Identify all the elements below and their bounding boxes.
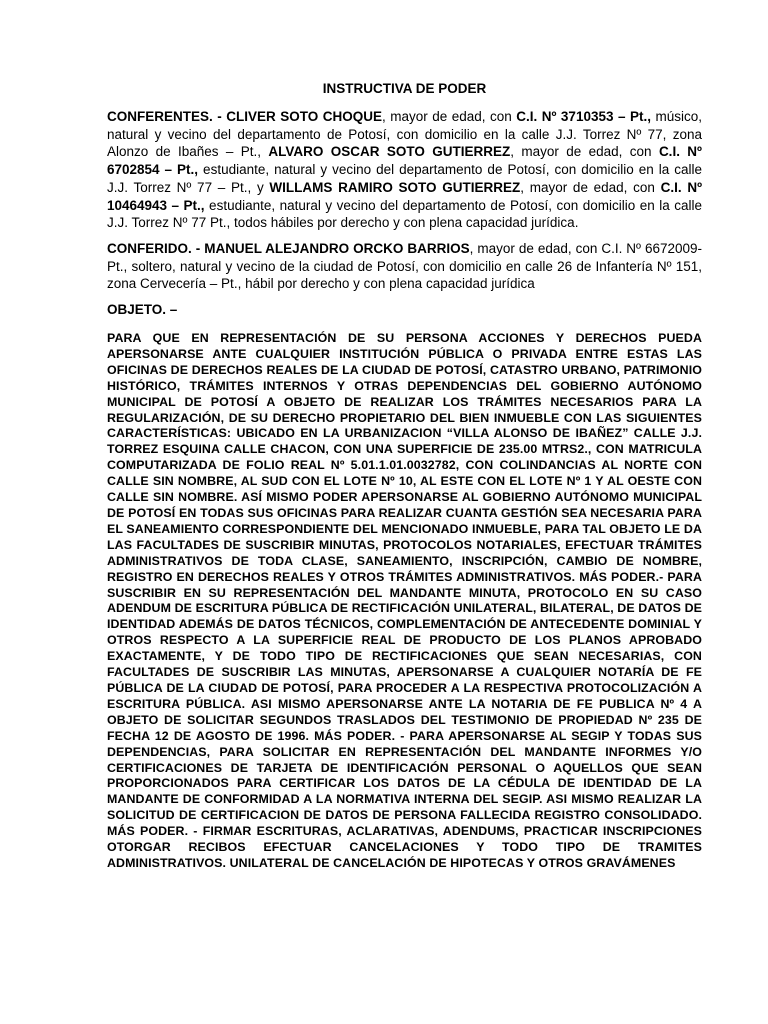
objeto-body: PARA QUE EN REPRESENTACIÓN DE SU PERSONA ACCIONES Y DERECHOS PUEDA APERSONARSE ANTE CUALQUIER INSTITUCIÓN PÚBLICA O PRIVADA ENTRE ESTAS LAS OFICINAS DE DERECHOS REALES DE LA CIUDAD DE POTOSÍ, CATASTRO URBANO, PATRIMONIO HISTÓRICO, TRÁMITES INTERNOS Y OTRAS DEPENDENCIAS DEL GOBIERNO AUTÓNOMO MUNICIPAL DE POTOSÍ A OBJETO DE REALIZAR LOS TRÁMITES NECESARIOS PARA LA REGULARIZACIÓN, DE SU DERECHO PROPIETARIO DEL BIEN INMUEBLE CON LAS SIGUIENTES CARACTERÍSTICAS: UBICADO EN LA URBANIZACION “VILLA ALONSO DE IBAÑEZ” CALLE J.J. TORREZ ESQUINA CALLE CHACON, CON UNA SUPERFICIE DE 235.00 MTRS2., CON MATRICULA COMPUTARIZADA DE FOLIO REAL Nº 5.01.1.01.0032782, CON COLINDANCIAS AL NORTE CON CALLE SIN NOMBRE, AL SUD CON EL LOTE Nº 10, AL ESTE CON EL LOTE Nº 1 Y AL OESTE CON CALLE SIN NOMBRE. ASÍ MISMO PODER APERSONARSE AL GOBIERNO AUTÓNOMO MUNICIPAL DE POTOSÍ EN TODAS SUS OFICINAS PARA REALIZAR CUANTA GESTIÓN SEA NECESARIA PARA EL SANEAMIENTO CORRESPONDIENTE DEL MENCIONADO INMUEBLE, PARA TAL OBJETO LE DA LAS FACULTADES DE SUSCRIBIR MINUTAS, PROTOCOLOS NOTARIALES, EFECTUAR TRÁMITES ADMINISTRATIVOS DE TODA CLASE, SANEAMIENTO, INSCRIPCIÓN, CAMBIO DE NOMBRE, REGISTRO EN DERECHOS REALES Y OTROS TRÁMITES ADMINISTRATIVOS. MÁS PODER.- PARA SUSCRIBIR EN SU REPRESENTACIÓN DEL MANDANTE MINUTA, PROTOCOLO EN SU CASO ADENDUM DE ESCRITURA PÚBLICA DE RECTIFICACIÓN UNILATERAL, BILATERAL, DE DATOS DE IDENTIDAD ADEMÁS DE DATOS TÉCNICOS, COMPLEMENTACIÓN DE ANTECEDENTE DOMINIAL Y OTROS RESPECTO A LA SUPERFICIE REAL DE PRODUCTO DE LOS PLANOS APROBADO EXACTAMENTE, Y DE TODO TIPO DE RECTIFICACIONES QUE SEAN NECESARIAS, CON FACULTADES DE SUSCRIBIR LAS MINUTAS, APERSONARSE A CUALQUIER NOTARÍA DE FE PÚBLICA DE LA CIUDAD DE POTOSÍ, PARA PROCEDER A LA RESPECTIVA PROTOCOLIZACIÓN A ESCRITURA PÚBLICA. ASI MISMO APERSONARSE ANTE LA NOTARIA DE FE PUBLICA Nº 4 A OBJETO DE SOLICITAR SEGUNDOS TRASLADOS DEL TESTIMONIO DE PROPIEDAD Nº 235 DE FECHA 12 DE AGOSTO DE 1996. MÁS PODER. - PARA APERSONARSE AL SEGIP Y TODAS SUS DEPENDENCIAS, PARA SOLICITAR EN REPRESENTACIÓN DEL MANDANTE INFORMES Y/O CERTIFICACIONES DE TARJETA DE IDENTIFICACIÓN PERSONAL O AQUELLOS QUE SEAN PROPORCIONADOS PARA CERTIFICAR LOS DATOS DE LA CÉDULA DE IDENTIDAD DE LA MANDANTE DE CONFORMIDAD A LA NORMATIVA INTERNA DEL SEGIP. ASI MISMO REALIZAR LA SOLICITUD DE CERTIFICACION DE DATOS DE PERSONA FALLECIDA REGISTRO CONSOLIDADO. MÁS PODER. - FIRMAR ESCRITURAS, ACLARATIVAS, ADENDUMS, PRACTICAR INSCRIPCIONES OTORGAR RECIBOS EFECTUAR CANCELACIONES Y TODO TIPO DE TRAMITES ADMINISTRATIVOS. UNILATERAL DE CANCELACIÓN DE HIPOTECAS Y OTROS GRAVÁMENES [107,331,702,870]
document-title: INSTRUCTIVA DE PODER [322,81,487,96]
conferentes-ci-3: C.I. Nº 10464943 – Pt., [107,179,702,213]
conferentes-text-6: estudiante, natural y vecino del departamento de Potosí, con domicilio en la calle J.J. Torrez Nº 77 Pt., todos hábiles por derecho y con plena capacidad jurídica. [107,197,702,231]
conferentes-text-3: , mayor de edad, con [510,144,659,160]
conferentes-text-1: , mayor de edad, con [381,109,517,124]
conferido-label: CONFERIDO. - MANUEL ALEJANDRO ORCKO BARRIOS [107,240,470,256]
conferentes-ci-1: C.I. Nº 3710353 – Pt., [516,109,651,124]
objeto-heading: OBJETO. – [107,302,178,318]
conferentes-ci-2: C.I. Nº 6702854 – Pt., [107,144,702,178]
conferentes-name-2: ALVARO OSCAR SOTO GUTIERREZ [268,144,511,160]
conferentes-label: CONFERENTES. - CLIVER SOTO CHOQUE [107,109,382,124]
document-page [107,80,702,872]
conferentes-text-2: músico, natural y vecino del departamento de Potosí, con domicilio en la calle J.J. Torrez Nº 77, zona Alonzo de Ibañes – Pt., [107,109,702,160]
conferentes-paragraph [107,108,702,232]
conferido-paragraph [107,240,702,293]
conferido-text: , mayor de edad, con C.I. Nº 6672009-Pt., soltero, natural y vecino de la ciudad de Potosí, con domicilio en calle 26 de Infantería Nº 151, zona Cervecería – Pt., hábil por derecho y con plena capacidad jurídica [107,240,702,292]
conferentes-text-4: estudiante, natural y vecino del departamento de Potosí, con domicilio en la calle J.J. Torrez Nº 77 – Pt., y [107,162,702,195]
conferentes-text-5: , mayor de edad, con [520,179,661,195]
conferentes-name-3: WILLAMS RAMIRO SOTO GUTIERREZ [269,179,521,195]
